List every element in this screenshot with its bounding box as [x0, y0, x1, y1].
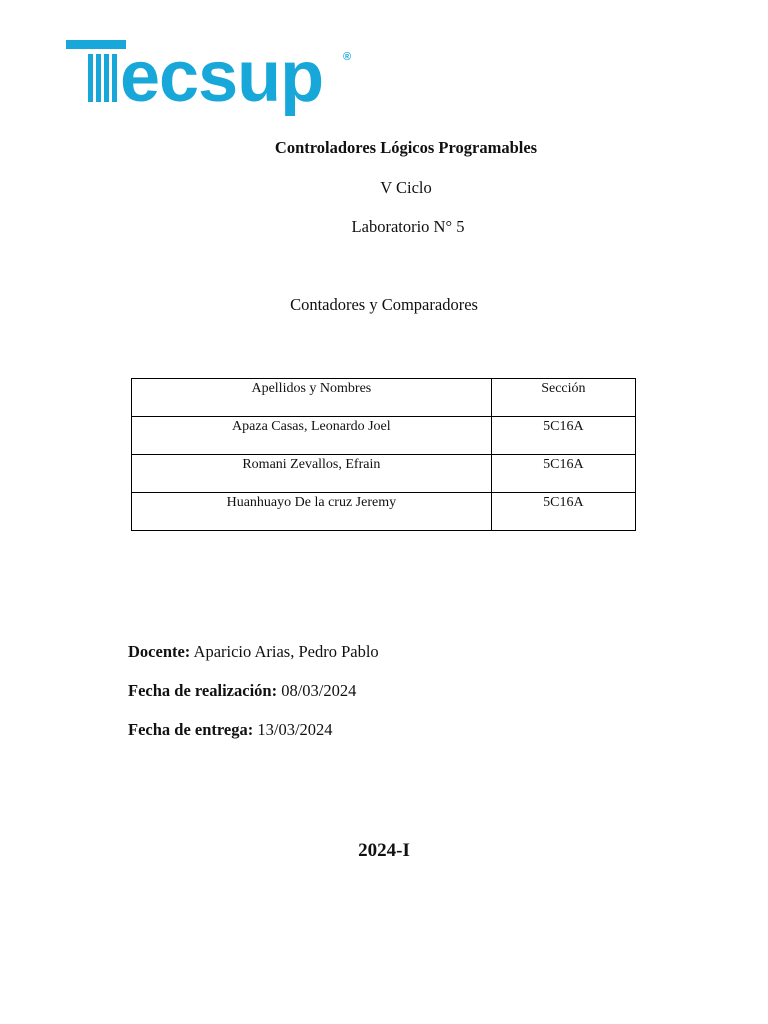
entrega-value: 13/03/2024 [253, 720, 333, 739]
realizacion-label: Fecha de realización: [128, 681, 278, 700]
member-section: 5C16A [491, 493, 635, 531]
table-header-row [132, 379, 636, 417]
docente-line [128, 642, 379, 662]
table-row [132, 493, 636, 531]
table-row [132, 417, 636, 455]
header-section: Sección [491, 379, 635, 417]
lab-number: Laboratorio N° 5 [351, 217, 465, 236]
header-names: Apellidos y Nombres [132, 379, 492, 417]
lab-topic: Contadores y Comparadores [290, 295, 478, 314]
entrega-label: Fecha de entrega: [128, 720, 254, 739]
tecsup-logo-graphic [66, 38, 356, 120]
member-name: Huanhuayo De la cruz Jeremy [132, 493, 492, 531]
member-section: 5C16A [491, 455, 635, 493]
docente-value: Aparicio Arias, Pedro Pablo [190, 642, 379, 661]
academic-period: 2024-I [358, 840, 410, 861]
member-name: Romani Zevallos, Efrain [132, 455, 492, 493]
entrega-line [128, 720, 333, 740]
members-table [131, 378, 636, 531]
table-row [132, 455, 636, 493]
course-title: Controladores Lógicos Programables [274, 138, 538, 157]
logo-t-mark [66, 40, 126, 102]
docente-label: Docente: [128, 642, 191, 661]
realizacion-value: 08/03/2024 [277, 681, 357, 700]
member-section: 5C16A [491, 417, 635, 455]
member-name: Apaza Casas, Leonardo Joel [132, 417, 492, 455]
logo-registered-mark: ® [343, 51, 352, 63]
realizacion-line [128, 681, 356, 701]
cycle-label: V Ciclo [380, 178, 432, 197]
tecsup-logo [66, 38, 356, 120]
logo-wordmark: ecsup [120, 38, 324, 117]
